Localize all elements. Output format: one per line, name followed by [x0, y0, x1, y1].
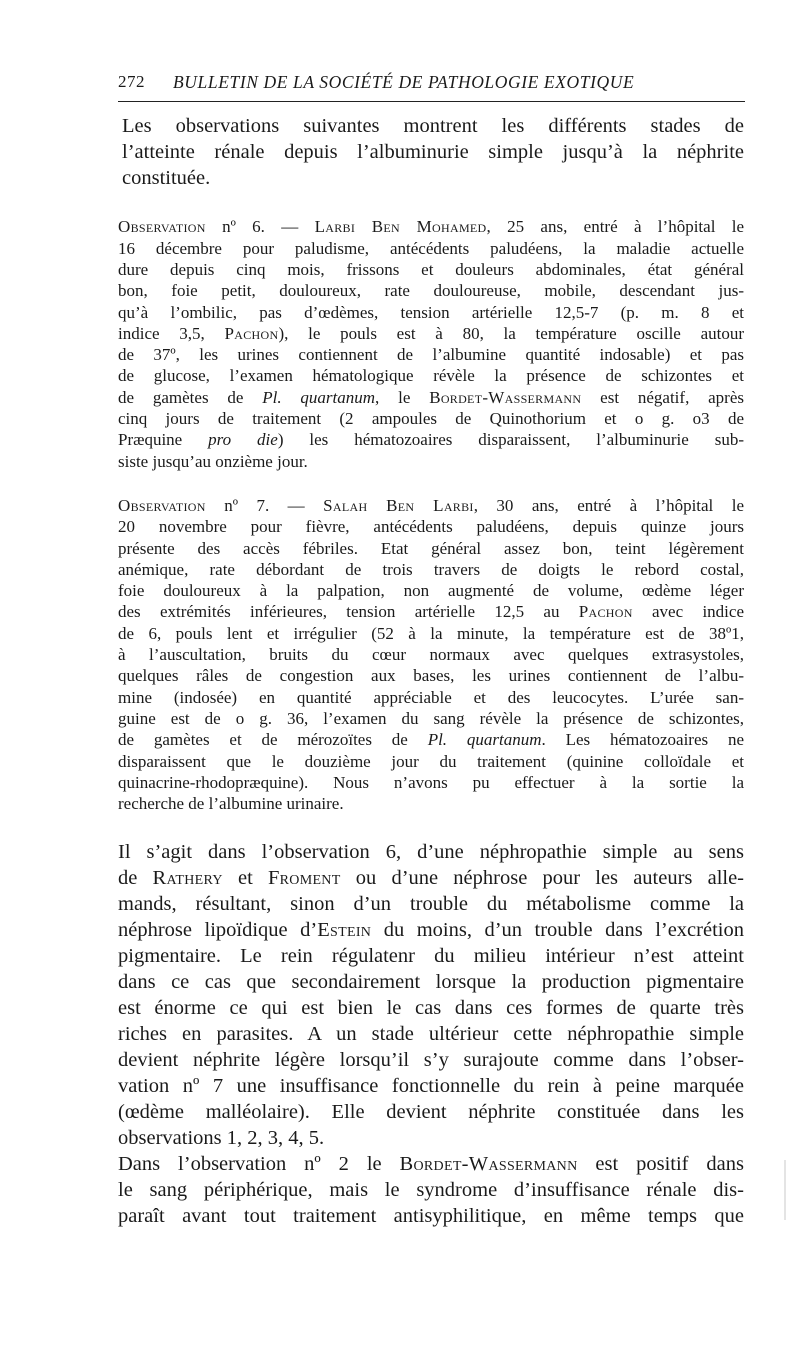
obs6-label: Observation [118, 217, 206, 237]
pachon-name: Pachon [578, 602, 633, 622]
header-rule [118, 101, 745, 102]
bordet-name: Bordet-Wassermann [429, 387, 582, 407]
para1-line: néphrose lipoïdique d’Estein du moins, d’un trouble dans l’excrétion [118, 919, 744, 942]
page-number: 272 [118, 72, 145, 91]
obs7-line: quinacrine-rhodopræquine). Nous n’avons pu effectuer à la sortie la [118, 772, 744, 792]
bordet-name: Bordet-Wassermann [399, 1153, 578, 1176]
para2-line: Dans l’observation nº 2 le Bordet-Wassermann est positif dans [118, 1153, 744, 1176]
obs6-line: de gamètes de Pl. quartanum, le Bordet-Wassermann est négatif, après [118, 387, 744, 407]
pachon-name: Pachon [224, 323, 279, 343]
obs6-line: dure depuis cinq mois, frissons et douleurs abdominales, état général [118, 259, 744, 279]
obs7-line: anémique, rate débordant de trois travers de doigts le rebord costal, [118, 559, 744, 579]
obs7-line: de 6, pouls lent et irrégulier (52 à la minute, la température est de 38º1, [118, 623, 744, 643]
page-header [118, 72, 748, 96]
para1-line: (œdème malléolaire). Elle devient néphrite constituée dans les [118, 1101, 744, 1124]
obs7-line: Observation nº 7. — Salah Ben Larbi, 30 ans, entré à l’hôpital le [118, 495, 745, 515]
para1-line: dans ce cas que secondairement lorsque la production pigmentaire [118, 971, 744, 994]
obs7-line: recherche de l’albumine urinaire. [118, 794, 344, 814]
obs7-line: disparaissent que le douzième jour du traitement (quinine colloïdale et [118, 751, 744, 771]
intro-line: l’atteinte rénale depuis l’albuminurie simple jusqu’à la néphrite [122, 140, 744, 163]
intro-line: constituée. [122, 166, 211, 189]
obs6-patient: Larbi Ben Mohamed [314, 217, 487, 237]
para1-line: mands, résultant, sinon d’un trouble du métabolisme comme la [118, 893, 744, 916]
obs7-patient: Salah Ben Larbi [323, 495, 474, 515]
author-froment: Froment [267, 867, 341, 890]
obs6-line: bon, foie petit, douloureux, rate douloureuse, mobile, descendant jus- [118, 281, 744, 301]
obs7-line: 20 novembre pour fièvre, antécédents paludéens, depuis quinze jours [118, 517, 744, 537]
pro-die: pro die [208, 430, 278, 450]
para1-line: riches en parasites. A un stade ultérieur cette néphropathie simple [118, 1023, 744, 1046]
obs7-label: Observation [118, 495, 206, 515]
obs7-line: quelques râles de congestion aux bases, les urines contiennent de l’albu- [118, 666, 744, 686]
obs6-line: cinq jours de traitement (2 ampoules de Quinothorium et o g. o3 de [118, 409, 744, 429]
continuation-paragraph [118, 1151, 744, 1229]
para1-line: observations 1, 2, 3, 4, 5. [118, 1127, 325, 1150]
observation-6 [118, 216, 744, 472]
obs7-line: des extrémités inférieures, tension artérielle 12,5 au Pachon avec indice [118, 602, 744, 622]
para1-line: Il s’agit dans l’observation 6, d’une néphropathie simple au sens [118, 841, 744, 864]
obs7-line: guine est de o g. 36, l’examen du sang révèle la présence de schizontes, [118, 708, 744, 728]
obs6-line: siste jusqu’au onzième jour. [118, 451, 308, 471]
discussion-paragraph [118, 839, 744, 1151]
obs7-line: foie douloureux à la palpation, non augmenté de volume, œdème léger [118, 581, 744, 601]
running-title: BULLETIN DE LA SOCIÉTÉ DE PATHOLOGIE EXOTIQUE [173, 72, 635, 92]
obs7-line: de gamètes et de mérozoïtes de Pl. quartanum. Les hématozoaires ne [118, 730, 745, 750]
obs6-line: 16 décembre pour paludisme, antécédents paludéens, la maladie actuelle [118, 238, 744, 258]
obs6-line: qu’à l’ombilic, pas d’œdèmes, tension artérielle 12,5-7 (p. m. 8 et [118, 302, 744, 322]
intro-line: Les observations suivantes montrent les différents stades de [122, 115, 744, 137]
observation-7 [118, 495, 744, 814]
obs6-line: Observation nº 6. — Larbi Ben Mohamed, 25 ans, entré à l’hôpital le [118, 217, 745, 237]
obs6-line: de glucose, l’examen hématologique révèle la présence de schizontes et [118, 366, 744, 386]
obs7-number: nº 7. [224, 495, 270, 515]
species-name: Pl. quartanum [427, 730, 542, 750]
obs6-line: de 37º, les urines contiennent de l’albumine quantité indosable) et pas [118, 345, 744, 365]
author-estein: Estein [317, 919, 372, 942]
para1-line: est énorme ce qui est bien le cas dans ces formes de quarte très [118, 997, 744, 1020]
para1-line: devient néphrite légère lorsqu’il s’y surajoute comme dans l’obser- [118, 1049, 744, 1072]
obs7-line: mine (indosée) en quantité appréciable et des leucocytes. L’urée san- [118, 687, 744, 707]
obs7-line: présente des accès fébriles. Etat général assez bon, teint légèrement [118, 538, 744, 558]
obs6-line: Præquine pro die) les hématozoaires disparaissent, l’albuminurie sub- [118, 430, 744, 450]
obs6-number: nº 6. [222, 217, 265, 237]
scan-edge-mark [784, 1160, 786, 1220]
para1-line: de Rathery et Froment ou d’une néphrose pour les auteurs alle- [118, 867, 745, 890]
obs7-line: à l’auscultation, bruits du cœur normaux avec quelques extrasystoles, [118, 645, 744, 665]
para1-line: vation nº 7 une insuffisance fonctionnelle du rein à peine marquée [118, 1075, 744, 1098]
para2-line: paraît avant tout traitement antisyphilitique, en même temps que [118, 1205, 744, 1228]
para1-line: pigmentaire. Le rein régulatenr du milieu intérieur n’est atteint [118, 945, 744, 968]
para2-line: le sang périphérique, mais le syndrome d’insuffisance rénale dis- [118, 1179, 744, 1202]
page-content [118, 114, 744, 1229]
obs6-line: indice 3,5, Pachon), le pouls est à 80, la température oscille autour [118, 323, 744, 343]
species-name: Pl. quartanum [262, 387, 376, 407]
intro-paragraph [118, 114, 744, 191]
author-rathery: Rathery [152, 867, 223, 890]
